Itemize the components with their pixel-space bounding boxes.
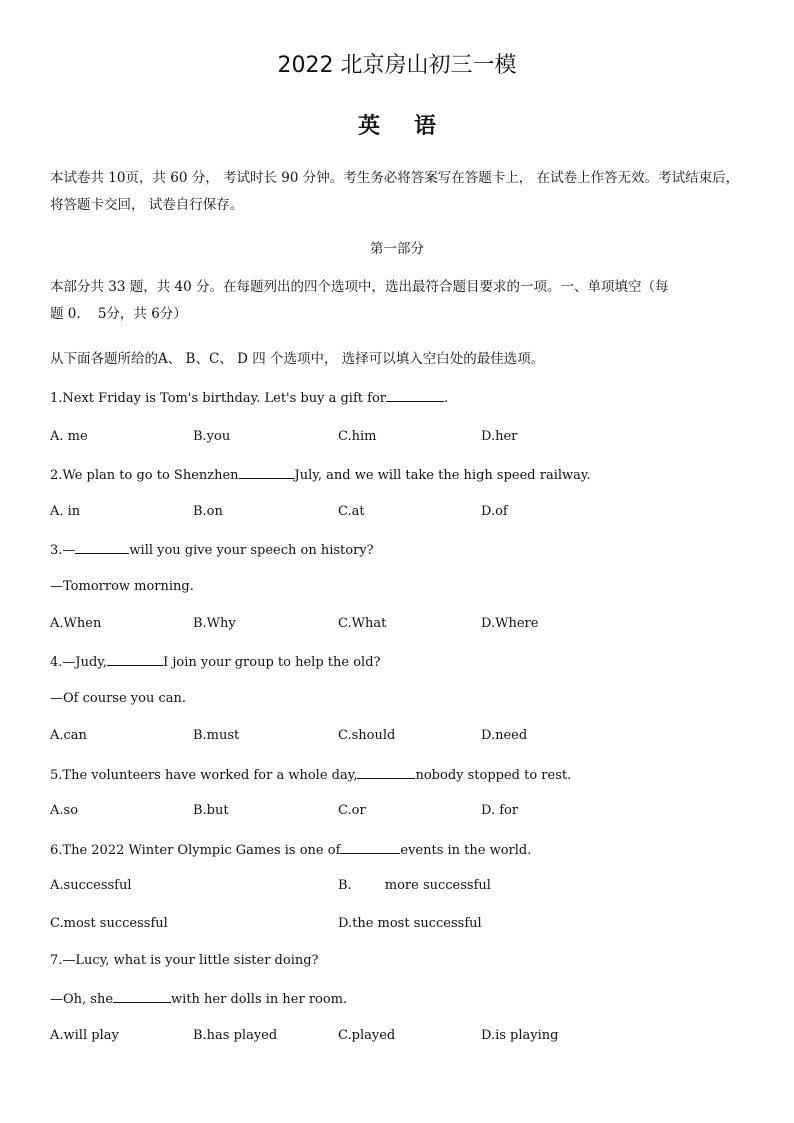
question-text: 6.The 2022 Winter Olympic Games is one of — [50, 843, 341, 858]
option-a: A.successful — [50, 878, 132, 893]
option-d: D.her — [481, 429, 518, 444]
instructions-line-2: 将答题卡交回， 试卷自行保存。 — [50, 197, 244, 213]
question-text: 2.We plan to go to Shenzhen — [50, 468, 239, 483]
option-a: A.can — [50, 728, 87, 743]
question-text: 3.— — [50, 543, 76, 558]
option-c: C.most successful — [50, 916, 168, 931]
question-text-end: . — [443, 391, 449, 406]
part-description-line-1: 本部分共 33 题，共 40 分。在每题列出的四个选项中，选出最符合题目要求的一项。一、单项填空（每 — [50, 279, 669, 295]
question-text-end: July, and we will take the high speed railway. — [294, 468, 591, 483]
option-b: B.you — [193, 429, 231, 444]
option-c: C.played — [338, 1028, 396, 1043]
option-a: A. in — [50, 504, 81, 519]
question-text-end: with her dolls in her room. — [171, 992, 348, 1007]
option-c: C.him — [338, 429, 377, 444]
question-5 — [50, 766, 571, 783]
answer-blank — [239, 466, 295, 479]
option-d: D.is playing — [481, 1028, 559, 1043]
option-c: C.at — [338, 504, 365, 519]
question-7: 7.—Lucy, what is your little sister doing? — [50, 953, 319, 968]
option-a: A.so — [50, 803, 79, 818]
option-c: C.What — [338, 616, 387, 631]
option-a: A.will play — [50, 1028, 119, 1043]
question-text-end: will you give your speech on history? — [129, 543, 374, 558]
option-b: B.has played — [193, 1028, 278, 1043]
exam-title: 2022 北京房山初三一模 — [277, 53, 517, 78]
option-c: C.or — [338, 803, 366, 818]
question-text-end: nobody stopped to rest. — [415, 768, 572, 783]
question-2 — [50, 466, 591, 483]
answer-blank — [113, 990, 171, 1003]
section-direction: 从下面各题所给的A、 B、C、 D 四 个选项中， 选择可以填入空白处的最佳选项。 — [50, 351, 545, 367]
answer-blank — [75, 541, 129, 554]
option-b: B. more successful — [338, 878, 491, 893]
question-6 — [50, 841, 531, 858]
option-d: D.the most successful — [338, 916, 482, 931]
option-c: C.should — [338, 728, 396, 743]
question-text: 4.—Judy, — [50, 655, 108, 670]
question-3 — [50, 541, 374, 558]
question-4 — [50, 653, 381, 670]
question-7-reply — [50, 990, 347, 1007]
instructions — [50, 165, 750, 219]
question-text: 5.The volunteers have worked for a whole day, — [50, 768, 358, 783]
option-b: B.on — [193, 504, 223, 519]
option-a: A. me — [50, 429, 88, 444]
option-d: D.need — [481, 728, 528, 743]
part-description — [50, 274, 750, 328]
option-b: B.must — [193, 728, 240, 743]
option-a: A.When — [50, 616, 102, 631]
option-d: D.of — [481, 504, 508, 519]
answer-blank — [357, 766, 415, 779]
option-b: B.but — [193, 803, 229, 818]
question-text-end: events in the world. — [400, 843, 532, 858]
question-1 — [50, 389, 448, 406]
question-3-reply: —Tomorrow morning. — [50, 579, 194, 594]
option-d: D. for — [481, 803, 519, 818]
question-text-end: I join your group to help the old? — [163, 655, 381, 670]
answer-blank — [107, 653, 163, 666]
part-description-line-2: 题 0. 5分，共 6分） — [50, 306, 187, 322]
question-text: 1.Next Friday is Tom's birthday. Let's buy a gift for — [50, 391, 386, 406]
instructions-line-1: 本试卷共 10页，共 60 分， 考试时长 90 分钟。考生务必将答案写在答题卡上， 在试卷上作答无效。考试结束后， — [50, 170, 740, 186]
subject-heading: 英语 — [357, 113, 470, 139]
option-d: D.Where — [481, 616, 539, 631]
answer-blank — [386, 389, 444, 402]
option-b: B.Why — [193, 616, 236, 631]
question-4-reply: —Of course you can. — [50, 691, 187, 706]
part-heading: 第一部分 — [370, 241, 424, 257]
question-text: —Oh, she — [50, 992, 114, 1007]
answer-blank — [340, 841, 400, 854]
